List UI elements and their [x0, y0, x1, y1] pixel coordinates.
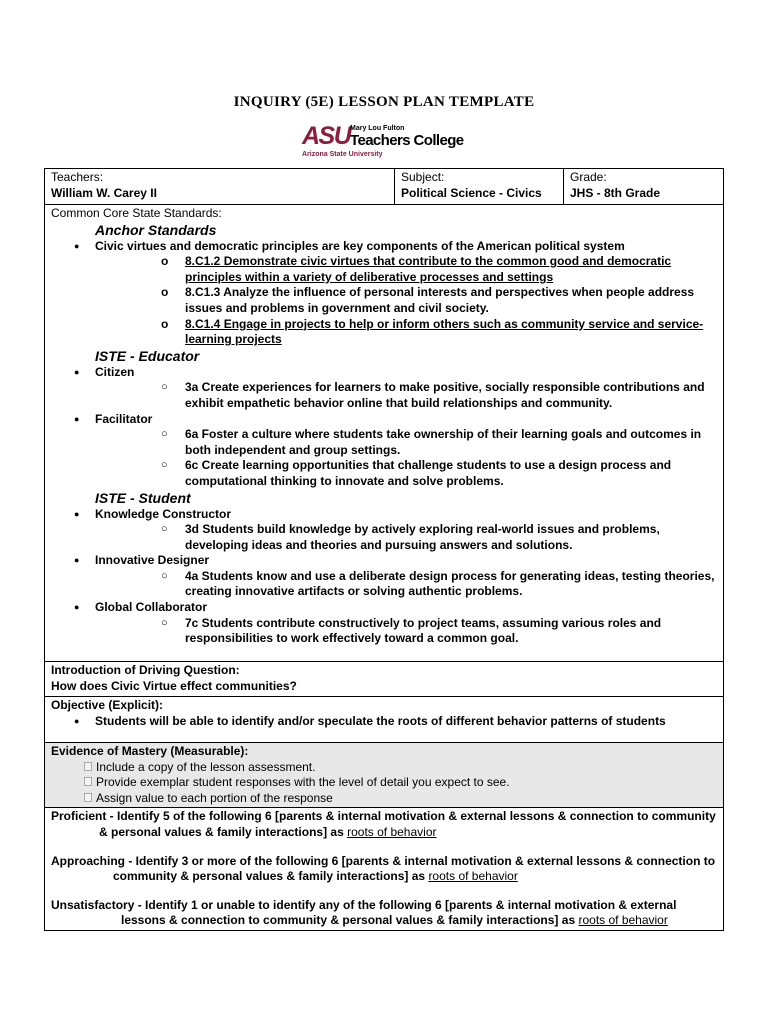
proficient-text: & personal values & family interactions] as [99, 824, 344, 839]
rubric-unsatisfactory [51, 898, 717, 929]
asu-logo-mark: ASU [302, 122, 351, 150]
list-item [51, 600, 717, 647]
list-item [95, 522, 717, 553]
page-title: INQUIRY (5E) LESSON PLAN TEMPLATE [233, 94, 535, 110]
list-item [51, 239, 717, 348]
list-item [51, 507, 717, 554]
list-item [95, 380, 717, 411]
educator-citizen: Citizen [95, 364, 135, 379]
driving-question-cell [45, 662, 724, 697]
roots-of-behavior-label: roots of behavior [347, 824, 437, 839]
evidence-title: Evidence of Mastery (Measurable): [51, 744, 249, 758]
standard-8c14: 8.C1.4 Engage in projects to help or inform others such as community service and service-learning projects [185, 316, 704, 347]
unsatisfactory-line-1: Unsatisfactory - Identify 1 or unable to identify any of the following 6 [parents & internal motivation & external [51, 897, 677, 912]
unsatisfactory-line-2 [51, 913, 717, 929]
list-item [95, 616, 717, 647]
standard-8c13: 8.C1.3 Analyze the influence of personal interests and perspectives when people address issues and problems in government and civil society. [185, 285, 695, 315]
logo-university: Arizona State University [302, 151, 383, 158]
anchor-bullet-text: Civic virtues and democratic principles are key components of the American political system [95, 238, 625, 253]
rubric-cell [45, 808, 724, 931]
subject-label: Subject: [401, 170, 445, 184]
list-item [51, 714, 717, 730]
standard-4a: 4a Students know and use a deliberate design process for generating ideas, testing theories, creating innovative artifacts or solving authentic problems. [185, 568, 715, 599]
driving-question-text: How does Civic Virtue effect communities? [51, 678, 297, 693]
roots-of-behavior-label: roots of behavior [578, 913, 668, 928]
rubric-approaching [51, 854, 717, 885]
roots-of-behavior-label: roots of behavior [428, 869, 518, 884]
evidence-item: Provide exemplar student responses with the level of detail you expect to see. [51, 775, 717, 791]
educator-facilitator: Facilitator [95, 411, 153, 426]
standard-6c: 6c Create learning opportunities that challenge students to use a design process and computational thinking to innovate and solve problems. [185, 458, 672, 488]
teachers-label: Teachers: [51, 170, 104, 184]
evidence-cell [45, 743, 724, 808]
teachers-value: William W. Carey II [51, 185, 157, 200]
standards-cell [45, 205, 724, 662]
list-item [95, 317, 717, 348]
list-item [51, 412, 717, 490]
list-item [51, 553, 717, 600]
subject-cell [395, 169, 564, 205]
list-item [95, 569, 717, 600]
proficient-line-2 [51, 825, 717, 841]
list-item [95, 427, 717, 458]
iste-student-heading: ISTE - Student [95, 489, 191, 506]
iste-educator-heading: ISTE - Educator [95, 347, 200, 364]
teachers-cell [45, 169, 395, 205]
standard-8c12: 8.C1.2 Demonstrate civic virtues that contribute to the common good and democratic principles within a variety of deliberative processes and settings [185, 254, 672, 284]
approaching-line-2 [51, 869, 717, 885]
anchor-standards-heading: Anchor Standards [95, 221, 217, 238]
asu-teachers-college-logo [302, 123, 472, 159]
header-row [45, 169, 724, 205]
logo-college-name: Teachers College [350, 132, 464, 149]
list-item [95, 254, 717, 285]
objective-label: Objective (Explicit): [51, 698, 164, 712]
standard-7c: 7c Students contribute constructively to project teams, assuming various roles and responsibilities to work effectively toward a common goal. [185, 615, 662, 646]
standards-label: Common Core State Standards: [51, 206, 222, 220]
subject-value: Political Science - Civics [401, 185, 542, 200]
standard-6a: 6a Foster a culture where students take ownership of their learning goals and outcomes in both independent and group settings. [185, 427, 702, 457]
standard-3a: 3a Create experiences for learners to make positive, socially responsible contributions and exhibit empathetic behavior online that build relationships and community. [185, 380, 705, 410]
proficient-line-1: Proficient - Identify 5 of the following 6 [parents & internal motivation & external lessons & connection to community [51, 809, 716, 824]
standard-3d: 3d Students build knowledge by actively exploring real-world issues and problems, developing ideas and theories and pursuing answers and solutions. [185, 522, 660, 552]
driving-question-label: Introduction of Driving Question: [51, 663, 240, 677]
logo-subtitle: Mary Lou Fulton [350, 125, 405, 132]
approaching-line-1: Approaching - Identify 3 or more of the following 6 [parents & internal motivation & external lessons & connection to [51, 853, 716, 868]
evidence-item: Include a copy of the lesson assessment. [51, 760, 717, 776]
grade-cell [564, 169, 724, 205]
student-innovative-designer: Innovative Designer [95, 553, 210, 568]
student-knowledge-constructor: Knowledge Constructor [95, 506, 232, 521]
list-item [51, 365, 717, 412]
rubric-proficient [51, 809, 717, 840]
list-item [95, 458, 717, 489]
objective-text: Students will be able to identify and/or speculate the roots of different behavior patterns of students [95, 713, 666, 728]
grade-value: JHS - 8th Grade [570, 185, 661, 200]
list-item [95, 285, 717, 316]
student-global-collaborator: Global Collaborator [95, 600, 208, 615]
approaching-text: community & personal values & family interactions] as [113, 869, 426, 884]
evidence-item: Assign value to each portion of the response [51, 791, 717, 807]
grade-label: Grade: [570, 170, 607, 184]
objective-cell [45, 697, 724, 743]
unsatisfactory-text: lessons & connection to community & personal values & family interactions] as [121, 913, 576, 928]
lesson-plan-table [44, 168, 724, 931]
